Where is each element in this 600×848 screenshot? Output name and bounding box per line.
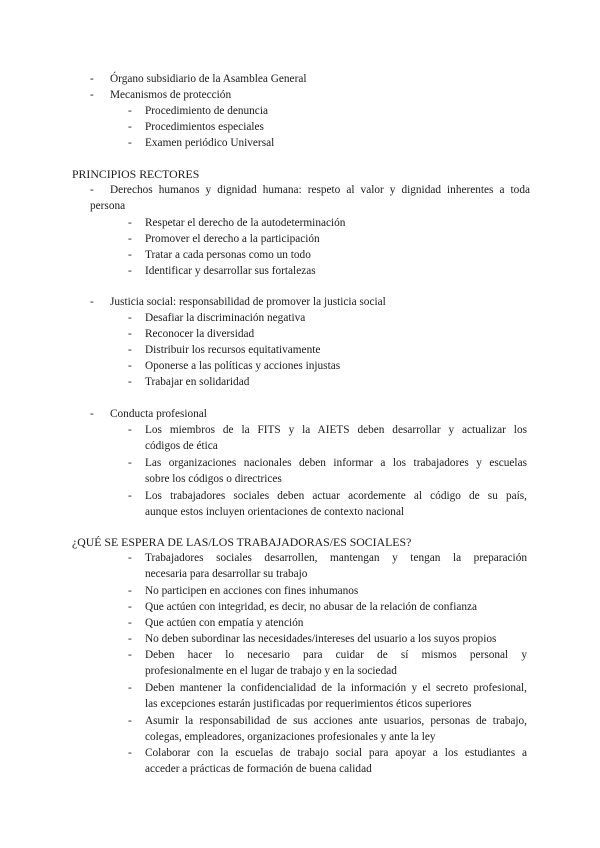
text-line: - Derechos humanos y dignidad humana: respeto al valor y dignidad inherentes a toda	[110, 184, 530, 196]
text-line: - Las organizaciones nacionales deben informar a los trabajadores y escuelas	[145, 457, 527, 469]
sub-item-examen: - Examen periódico Universal	[145, 136, 527, 152]
espera-item: - Que actúen con integridad, es decir, no abusar de la relación de confianza	[145, 600, 527, 616]
list-item-derechos-humanos	[90, 183, 530, 215]
sub-item-participacion: - Promover el derecho a la participación	[145, 232, 527, 248]
text-line: profesionalmente en el lugar de trabajo y en la sociedad	[145, 664, 397, 677]
espera-item: - Que actúen con empatía y atención	[145, 616, 527, 632]
espera-item	[145, 648, 527, 680]
espera-item	[145, 681, 527, 713]
text-line: - Asumir la responsabilidad de sus acciones ante usuarios, personas de trabajo,	[145, 715, 527, 727]
heading-que-se-espera: ¿QUÉ SE ESPERA DE LAS/LOS TRABAJADORAS/ES SOCIALES?	[72, 535, 412, 549]
sub-item-oponerse: - Oponerse a las políticas y acciones injustas	[145, 359, 527, 375]
espera-item: - No participen en acciones con fines inhumanos	[145, 584, 527, 600]
espera-item: - No deben subordinar las necesidades/intereses del usuario a los suyos propios	[145, 632, 527, 648]
text-line: acceder a prácticas de formación de buena calidad	[145, 762, 372, 775]
heading-principios: PRINCIPIOS RECTORES	[72, 167, 200, 181]
espera-item	[145, 746, 527, 778]
text-line: las excepciones estarán justificadas por requerimientos éticos superiores	[145, 697, 472, 710]
sub-item-fortalezas: - Identificar y desarrollar sus fortalezas	[145, 264, 527, 280]
sub-item-fits	[145, 423, 527, 455]
sub-item-recursos: - Distribuir los recursos equitativamente	[145, 343, 527, 359]
sub-item-solidaridad: - Trabajar en solidaridad	[145, 375, 527, 391]
text-line: sobre los códigos o directrices	[145, 472, 282, 485]
text-line: necesaria para desarrollar su trabajo	[145, 567, 308, 580]
sub-item-especiales: - Procedimientos especiales	[145, 120, 527, 136]
sub-item-autodeterminacion: - Respetar el derecho de la autodeterminación	[145, 216, 527, 232]
list-item-organo: - Órgano subsidiario de la Asamblea General	[110, 72, 530, 88]
text-line: aunque estos incluyen orientaciones de contexto nacional	[145, 505, 405, 518]
sub-item-todo: - Tratar a cada personas como un todo	[145, 248, 527, 264]
sub-item-discriminacion: - Desafiar la discriminación negativa	[145, 311, 527, 327]
sub-item-trabajadores	[145, 489, 527, 521]
text-line: códigos de ética	[145, 439, 218, 452]
text-line: - Deben hacer lo necesario para cuidar de sí mismos personal y	[145, 649, 527, 661]
text-line: - Trabajadores sociales desarrollen, mantengan y tengan la preparación	[145, 552, 527, 564]
text-line: colegas, empleadores, organizaciones profesionales y ante la ley	[145, 730, 436, 743]
text-line: persona	[90, 199, 126, 212]
list-item-conducta-profesional: - Conducta profesional	[110, 407, 530, 423]
text-line: - Los miembros de la FITS y la AIETS deben desarrollar y actualizar los	[145, 424, 527, 436]
espera-item	[145, 714, 527, 746]
text-line: - Deben mantener la confidencialidad de la información y el secreto profesional,	[145, 682, 527, 694]
text-line: - Colaborar con la escuelas de trabajo social para apoyar a los estudiantes a	[145, 747, 527, 759]
sub-item-organizaciones	[145, 456, 527, 488]
sub-item-denuncia: - Procedimiento de denuncia	[145, 104, 527, 120]
list-item-justicia-social: - Justicia social: responsabilidad de promover la justicia social	[110, 295, 530, 311]
espera-item	[145, 551, 527, 583]
sub-item-diversidad: - Reconocer la diversidad	[145, 327, 527, 343]
text-line: - Los trabajadores sociales deben actuar acordemente al código de su país,	[145, 490, 527, 502]
list-item-mecanismos: - Mecanismos de protección	[110, 88, 530, 104]
